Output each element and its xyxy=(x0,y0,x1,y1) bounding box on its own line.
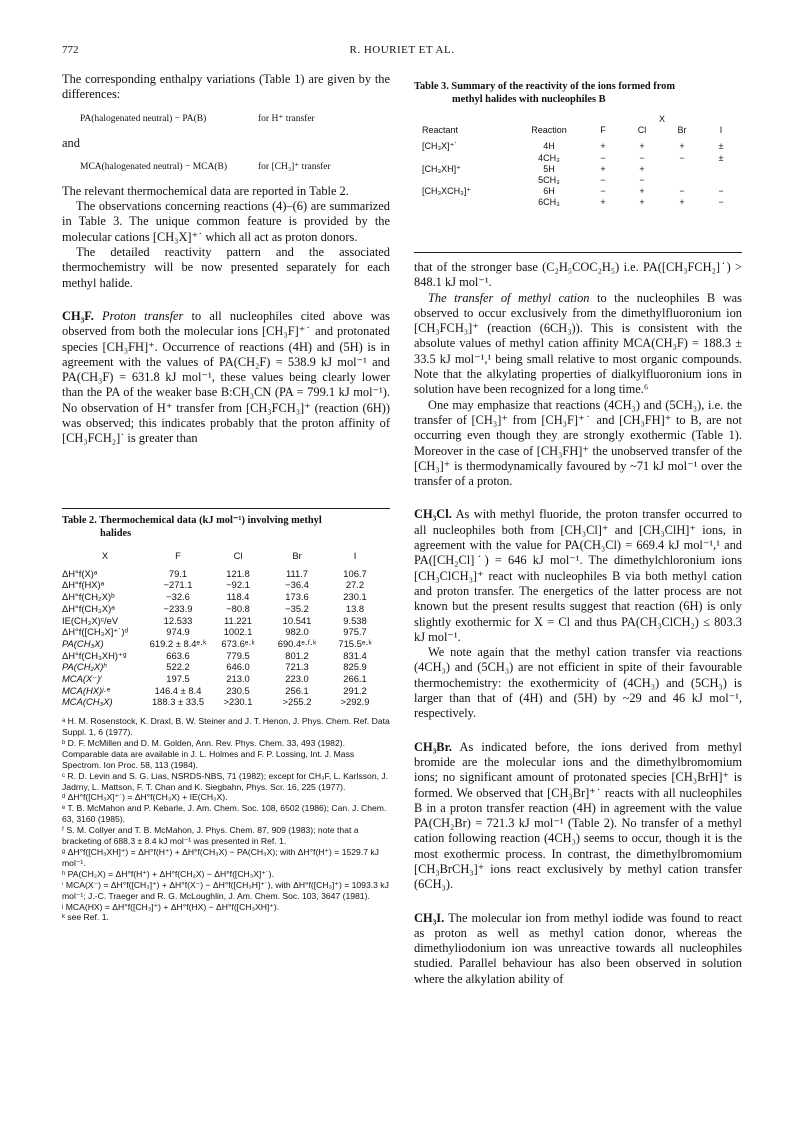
table-cell: 825.9 xyxy=(343,661,367,673)
table3-caption-line2: methyl halides with nucleophiles B xyxy=(452,94,606,105)
table2-header-row xyxy=(62,550,384,562)
equation-methyl-transfer xyxy=(80,161,390,174)
left-column-top xyxy=(62,72,390,447)
table-cell: + xyxy=(600,197,606,208)
table-row xyxy=(62,615,384,627)
table-cell: 4CH₃ xyxy=(538,152,560,163)
table3 xyxy=(414,80,742,209)
table-cell: 197.5 xyxy=(166,673,190,685)
table-cell: −80.8 xyxy=(226,602,250,614)
table-cell: PA(CH₃X) xyxy=(62,637,104,649)
table-cell: 6CH₃ xyxy=(538,197,560,208)
table-header: Cl xyxy=(233,550,243,561)
table3-bottom-rule xyxy=(414,252,742,253)
table-cell: 690.4ᵉ·ᶠ·ᵏ xyxy=(277,637,317,649)
table-cell: 1002.1 xyxy=(223,626,253,638)
ch3f-body: to all nucleophiles cited above was observed from both the molecular ions [CH₃F]⁺˙ and protonated species [CH₃FH]⁺. Occurrence of reactions (4H) and (5H) is in agreement with the values of PA(CH₂F) = 538.9 kJ mol⁻¹ and PA(CH₃F) = 631.8 kJ mol⁻¹, these values being clearly lower than the PA of the weaker base B:CH₃CN (PA = 799.1 kJ mol⁻¹). No observation of H⁺ transfer from [CH₃FCH₃]⁺ (reaction (6H)) was observed; this indicates probably that the proton affinity of [CH₃FCH₂]˙ is greater than xyxy=(62,308,390,446)
table-cell: − xyxy=(600,175,606,186)
table-row xyxy=(62,568,384,580)
eq1-left: PA(halogenated neutral) − PA(B) xyxy=(80,113,207,124)
table-cell: ΔH°f(CH₂X)ᵇ xyxy=(62,591,115,603)
table3-grid xyxy=(422,114,740,209)
table-cell: >255.2 xyxy=(282,696,312,708)
table-cell: + xyxy=(600,141,606,152)
table-row xyxy=(422,153,740,164)
table-row xyxy=(62,661,384,673)
table-cell: ± xyxy=(718,141,724,152)
table-cell: − xyxy=(639,175,645,186)
table-cell: 646.0 xyxy=(226,661,250,673)
table-cell: 106.7 xyxy=(343,567,367,579)
footnote: ᵍ ΔH°f([CH₃XH]⁺) = ΔH°f(H⁺) + ΔH°f(CH₃X) − PA(CH₃X); with ΔH°f(H⁺) = 1529.7 kJ mol⁻¹. xyxy=(62,847,379,868)
table-cell: 213.0 xyxy=(226,673,250,685)
table-cell: − xyxy=(679,186,685,197)
table-cell: −92.1 xyxy=(226,579,250,591)
paragraph-stronger-base: that of the stronger base (C₂H₅COC₂H₅) i.e. PA([CH₃FCH₂]˙) > 848.1 kJ mol⁻¹. xyxy=(414,260,742,290)
table-cell: −271.1 xyxy=(163,579,193,591)
table-cell: − xyxy=(639,152,645,163)
table-cell: 291.2 xyxy=(343,684,367,696)
table-cell: [CH₃XCH₃]⁺ xyxy=(422,186,472,197)
table-cell: − xyxy=(600,186,606,197)
methyl-transfer-italic: The transfer of methyl cation xyxy=(428,290,590,305)
table-cell: −36.4 xyxy=(285,579,309,591)
table-cell: 230.1 xyxy=(343,591,367,603)
table-row xyxy=(62,626,384,638)
paragraph-emphasize: One may emphasize that reactions (4CH₃) and (5CH₃), i.e. the transfer of [CH₃]⁺ from [CH₃F]⁺˙ and [CH₃FH]⁺ to B, are not occurring even though they are strongly exothermic (Table 1). Moreover in the case of [CH₃FH]⁺ the unobserved transfer of the [CH₃]⁺ is thermodynamically favoured by ~71 kJ mol⁻¹ over the transfer of a proton. xyxy=(414,397,742,489)
table-cell: 5H xyxy=(543,163,555,174)
table-cell: 13.8 xyxy=(345,602,365,614)
table-cell: MCA(HX)ʲ·ᵉ xyxy=(62,684,110,696)
table2-caption xyxy=(62,514,390,540)
table-cell: 256.1 xyxy=(285,684,309,696)
table-cell: 6H xyxy=(543,186,555,197)
ch3br-heading: CH₃Br. xyxy=(414,739,453,754)
table-cell xyxy=(662,175,702,186)
table-header: I xyxy=(353,550,357,561)
table-cell: ΔH°f(X)ᵃ xyxy=(62,567,98,579)
table-cell: 522.2 xyxy=(166,661,190,673)
table-row xyxy=(62,603,384,615)
table-header: Reactant xyxy=(422,125,459,136)
section-ch3i xyxy=(414,911,742,987)
ch3f-subhead: Proton transfer xyxy=(102,308,184,323)
footnote: ᵇ D. F. McMillen and D. M. Golden, Ann. Rev. Phys. Chem. 33, 493 (1982). Comparable data are available in J. L. Holmes and F. P. Lossing, Int. J. Mass Spectrom. Ion Proc. 58, 113 (1984). xyxy=(62,737,355,770)
table-header: F xyxy=(600,125,606,136)
table-cell: 779.5 xyxy=(226,649,250,661)
eq2-right: for [CH₃]⁺ transfer xyxy=(258,161,331,172)
table-cell: 79.1 xyxy=(168,567,188,579)
table-cell: 111.7 xyxy=(285,567,309,579)
table-cell: 266.1 xyxy=(343,673,367,685)
eq1-right: for H⁺ transfer xyxy=(258,113,315,124)
table-cell: 188.3 ± 33.5 xyxy=(151,696,205,708)
table-cell: 230.5 xyxy=(226,684,250,696)
table-cell: 11.221 xyxy=(224,614,252,626)
table-row xyxy=(62,650,384,662)
page-number: 772 xyxy=(62,44,79,56)
table-cell: 223.0 xyxy=(285,673,309,685)
table2-caption-line1: Table 2. Thermochemical data (kJ mol⁻¹) involving methyl xyxy=(62,515,322,526)
table-row xyxy=(422,197,740,208)
footnote: ᶜ R. D. Levin and S. G. Lias, NSRDS-NBS, 71 (1982); except for CH₃F, L. Karlsson, J. Jadrny, L. Mattson, F. T. Chan and K. Siegbahn, Phys. Scr. 16, 225 (1977). xyxy=(62,770,389,792)
table-cell xyxy=(422,197,514,208)
paragraph-reactivity-pattern: The detailed reactivity pattern and the associated thermochemistry will be now presented separately for each methyl halide. xyxy=(62,245,390,290)
table-cell: [CH₃X]⁺˙ xyxy=(422,141,458,152)
table-cell: 12.533 xyxy=(163,614,193,626)
table2 xyxy=(62,514,390,923)
table-cell: 173.6 xyxy=(285,591,309,603)
footnote: ⁱ MCA(X⁻) = ΔH°f([CH₃]⁺) + ΔH°f(X⁻) − ΔH°f([CH₃H]⁺˙), with ΔH°f([CH₃]⁺) = 1093.3 kJ mol⁻¹; J.-C. Traeger and R. G. McLoughlin, J. Am. Chem. Soc. 103, 3647 (1981). xyxy=(62,879,389,901)
table-header: I xyxy=(719,125,723,136)
table-cell: >230.1 xyxy=(223,696,253,708)
table-cell: 801.2 xyxy=(285,649,309,661)
table-cell: ΔH°f(CH₃X)ᵃ xyxy=(62,602,115,614)
table-cell: MCA(CH₃X) xyxy=(62,696,113,708)
table-cell: 5CH₃ xyxy=(538,175,560,186)
right-column xyxy=(414,260,742,987)
table-header: X xyxy=(101,550,109,561)
table-header: Cl xyxy=(637,125,647,136)
table3-header-row xyxy=(422,125,740,136)
table-cell: ΔH°f([CH₃X]⁺˙)ᵈ xyxy=(62,626,129,638)
table-row xyxy=(62,591,384,603)
table-row xyxy=(422,164,740,175)
table-cell: >292.9 xyxy=(340,696,370,708)
ch3br-body: As indicated before, the ions derived from methyl bromide are the molecular ions and the dimethylbromomium ions; no significant amount of protonated species [CH₃BrH]⁺ is formed. We observed that [CH₃Br]⁺˙ reacts with all nucleophiles B in a proton transfer reaction (4H) in agreement with the value PA(CH₂Br) = 721.3 kJ mol⁻¹ (Table 2). No transfer of a methyl cation following reaction (4CH₃) seems to occur, though it is the most exothermic process. In contrast, the dimethylbromomium [CH₃BrCH₃]⁺ ions react exclusively by methyl cation transfer (6CH₃). xyxy=(414,739,742,892)
table-cell: + xyxy=(639,163,645,174)
running-title: R. HOURIET ET AL. xyxy=(349,44,455,56)
section-ch3cl xyxy=(414,507,742,645)
table3-caption-line1: Table 3. Summary of the reactivity of the ions formed from xyxy=(414,81,675,92)
table2-top-rule xyxy=(62,508,390,509)
table-cell: 27.2 xyxy=(345,579,365,591)
table-cell: −233.9 xyxy=(163,602,193,614)
table-cell: −35.2 xyxy=(285,602,309,614)
table-cell: 975.7 xyxy=(343,626,367,638)
footnote: ʰ PA(CH₂X) = ΔH°f(H⁺) + ΔH°f(CH₂X) − ΔH°f([CH₃X]⁺˙). xyxy=(62,868,275,879)
table-row xyxy=(62,638,384,650)
table-cell: 982.0 xyxy=(285,626,309,638)
table-cell: 146.4 ± 8.4 xyxy=(154,684,202,696)
table-cell: ± xyxy=(718,152,724,163)
ch3i-heading: CH₃I. xyxy=(414,910,445,925)
table-row xyxy=(62,673,384,685)
footnote: ᵈ ΔH°f([CH₃X]⁺˙) = ΔH°f(CH₃X) + IE(CH₃X). xyxy=(62,792,228,803)
table-cell: 4H xyxy=(543,141,555,152)
table3-caption xyxy=(414,80,742,106)
table-cell: 118.4 xyxy=(226,591,250,603)
paragraph-observations: The observations concerning reactions (4)–(6) are summarized in Table 3. The unique common feature is provided by the molecular cations [CH₃X]⁺˙ which all act as proton donors. xyxy=(62,199,390,244)
table-row xyxy=(62,579,384,591)
table-cell xyxy=(422,175,514,186)
table-cell: + xyxy=(639,141,645,152)
table-cell: 831.4 xyxy=(343,649,367,661)
table-cell: 663.6 xyxy=(166,649,190,661)
ch3cl-heading: CH₃Cl. xyxy=(414,507,452,522)
table-cell: MCA(X⁻)ⁱ xyxy=(62,673,102,685)
table-cell: 673.6ᵉ·ᵏ xyxy=(221,637,255,649)
table-cell: 121.8 xyxy=(226,567,250,579)
table-cell xyxy=(662,164,702,175)
table-cell xyxy=(702,175,740,186)
table-cell: + xyxy=(639,197,645,208)
table-cell: ΔH°f(CH₃XH)⁺ᵍ xyxy=(62,649,127,661)
paragraph-methyl-transfer xyxy=(414,291,742,398)
table3-x-row xyxy=(422,114,740,125)
footnote: ᶠ S. M. Collyer and T. B. McMahon, J. Phys. Chem. 87, 909 (1983); note that a bracketing of 688.3 ± 8.4 kJ mol⁻¹ was presented in Ref. 1. xyxy=(62,825,359,847)
table-cell: − xyxy=(718,197,724,208)
table-header: Reaction xyxy=(531,125,567,136)
table-cell: + xyxy=(679,141,685,152)
table-header: F xyxy=(175,550,181,561)
table-cell: PA(CH₂X)ʰ xyxy=(62,661,107,673)
table-row xyxy=(422,175,740,186)
ch3f-heading: CH₃F. xyxy=(62,308,94,323)
table-cell xyxy=(422,153,514,164)
paragraph-table2-ref: The relevant thermochemical data are reported in Table 2. xyxy=(62,183,349,198)
table-row xyxy=(62,685,384,697)
ch3cl-body: As with methyl fluoride, the proton transfer occurred to all nucleophiles both from [CH₃Cl]⁺ and [CH₃ClH]⁺ ions, in agreement with the value for PA(CH₃Cl) = 669.4 kJ mol⁻¹,¹ and PA([CH₂Cl]˙) = 646 kJ mol⁻¹. The dimethylchloronium ions [CH₃ClCH₃]⁺ react with nucleophiles B via both methyl cation and proton transfer. The energetics of the latter process are not known but the present results suggest that reaction (6H) is only slightly exothermic for X = Cl and thus PA(CH₃ClCH₂) ≤ 803.3 kJ mol⁻¹. xyxy=(414,507,742,644)
table-cell: 619.2 ± 8.4ᵉ·ᵏ xyxy=(149,637,207,649)
footnote: ᵃ H. M. Rosenstock, K. Draxl, B. W. Steiner and J. T. Henon, J. Phys. Chem. Ref. Data Suppl. 1, 6 (1977). xyxy=(62,716,390,738)
ch3i-body: The molecular ion from methyl iodide was found to react as proton as well as methyl cation donor, whereas the dimethyliodonium ion was unreactive towards all nucleophiles studied. Parallel behaviour has also been observed in solution where the alkylation ability of xyxy=(414,910,742,986)
table3-x-label: X xyxy=(658,114,665,124)
table-cell: − xyxy=(718,186,724,197)
table-cell: −32.6 xyxy=(166,591,190,603)
equation-ph-transfer xyxy=(80,113,390,126)
table-cell: + xyxy=(679,197,685,208)
table-cell: 721.3 xyxy=(285,661,309,673)
table-cell: [CH₃XH]⁺ xyxy=(422,163,461,174)
paragraph-note-again: We note again that the methyl cation transfer via reactions (4CH₃) and (5CH₃) are not efficient in spite of their favourable thermochemistry: the exothermicity of (4CH₃) and (5CH₃) is larger than that of (4H) and (5H) by ~29 and 46 kJ mol⁻¹, respectively. xyxy=(414,645,742,721)
footnote: ᵉ T. B. McMahon and P. Kebarle, J. Am. Chem. Soc. 108, 6502 (1986); Can. J. Chem. 63, 3160 (1985). xyxy=(62,803,387,825)
table-row xyxy=(422,141,740,152)
table-cell: − xyxy=(679,152,685,163)
footnote: ʲ MCA(HX) = ΔH°f([CH₃]⁺) + ΔH°f(HX) − ΔH°f([CH₃XH]⁺). xyxy=(62,901,280,912)
and-word: and xyxy=(62,135,80,150)
table-cell: 715.5ᵉ·ᵏ xyxy=(338,637,372,649)
table-cell: + xyxy=(639,186,645,197)
section-ch3f xyxy=(62,309,390,447)
table-cell: + xyxy=(600,163,606,174)
table-cell: − xyxy=(600,152,606,163)
table-cell: 9.538 xyxy=(343,614,367,626)
table-header: Br xyxy=(292,550,302,561)
footnote: ᵏ see Ref. 1. xyxy=(62,912,109,923)
table2-grid xyxy=(62,550,384,708)
table-cell: 10.541 xyxy=(282,614,312,626)
table-row xyxy=(62,696,384,708)
methyl-transfer-body: to the nucleophiles B was observed to occur exclusively from the dimethylfluoronium ion [CH₃FCH₃]⁺ (reaction (6CH₃)). This is consistent with the absolute values of methyl cation affinity MCA(CH₃F) = 188.3 ± 33.5 kJ mol⁻¹,¹ being small relative to most organic compounds. Note that the alkylating properties of dialkylfluoronium ions in solution have been recognized for a long time.⁶ xyxy=(414,290,742,397)
table2-caption-line2: halides xyxy=(100,528,132,539)
table-header: Br xyxy=(677,125,687,136)
table-row xyxy=(422,186,740,197)
table-cell: 974.9 xyxy=(166,626,190,638)
table-cell: ΔH°f(HX)ᵃ xyxy=(62,579,105,591)
section-ch3br xyxy=(414,740,742,893)
table-cell xyxy=(702,164,740,175)
intro-paragraph: The corresponding enthalpy variations (Table 1) are given by the differences: xyxy=(62,72,390,102)
eq2-left: MCA(halogenated neutral) − MCA(B) xyxy=(80,161,228,172)
table-cell: IE(CH₃X)ᶜ/eV xyxy=(62,614,119,626)
table2-footnotes xyxy=(62,716,390,923)
